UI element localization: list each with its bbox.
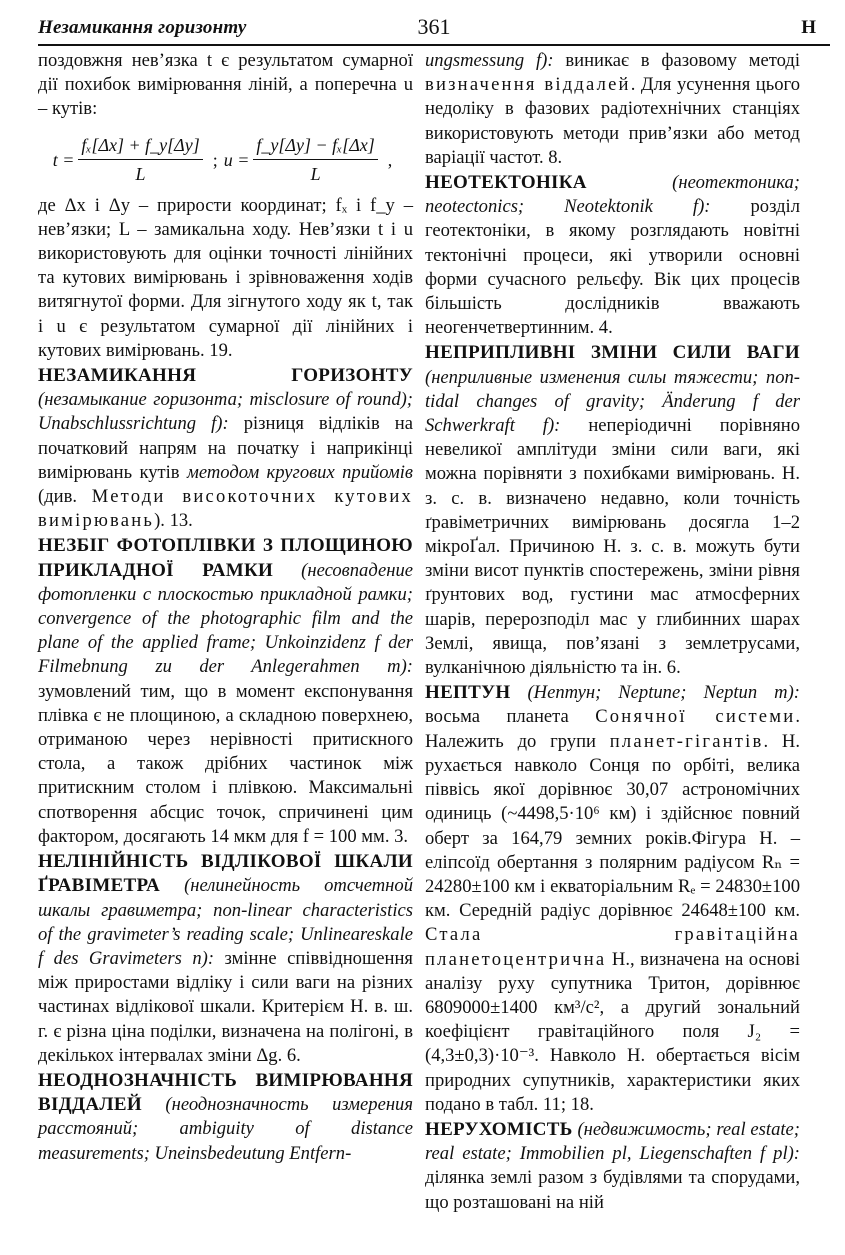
page-header: [38, 14, 830, 44]
entry-term: НЕПТУН: [425, 682, 511, 704]
page-number: 361: [417, 14, 451, 39]
entry-spaced-reference-3: Стала гравітаційна планетоцентрична: [425, 924, 800, 970]
continuation-text: поздовжня нев’язка t є результатом сумарної дії похибок вимірювання ліній, а поперечна u – кутів:: [38, 50, 413, 120]
entry-neotectonics: [425, 171, 800, 340]
entry-translations: (неприливные изменения силы тяжести; non-tidal changes of gravity; Änderung f der Schwerkraft f):: [425, 366, 800, 437]
header-rule: [38, 44, 830, 46]
entry-cross-reference: методом кругових прийомів: [186, 461, 413, 483]
formula-u-denominator: L: [310, 164, 321, 185]
formula-t-numerator: fₓ[Δx] + f_y[Δy]: [78, 133, 202, 160]
entry-translations: (неоднозначность измерения расстояний; ambiguity of distance measurements; Uneinsbedeutung Entfern-: [38, 1094, 413, 1164]
entry-body-2: . Належить до групи: [425, 706, 801, 752]
entry-term: НЕПРИПЛИВНІ ЗМІНИ СИЛИ ВАГИ: [425, 342, 800, 364]
entry-term: НЕЗБІГ ФОТОПЛІВКИ З ПЛОЩИНОЮ ПРИКЛАДНОЇ РАМКИ: [38, 535, 413, 581]
entry-horizon-misclosure: [38, 364, 413, 533]
entry-spaced-reference: Сонячної системи: [595, 706, 796, 728]
section-letter: Н: [801, 17, 816, 38]
formula-comma: ,: [387, 149, 393, 170]
entry-translations-continued: ungsmessung f):: [425, 50, 554, 71]
entry-body: ділянка землі разом з будівлями та спорудами, що розташовані на ній: [425, 1167, 800, 1213]
entry-neptune: [425, 681, 800, 1117]
entry-distance-ambiguity: [38, 1069, 413, 1166]
entry-translations: (нелинейность отсчетной шкалы гравиметра; non-linear characteristics of the gravimeter’s reading scale; Unlineareskale f des Gravimeters n):: [38, 875, 413, 969]
entry-body-end: . Для усунення цього недоліку в фазових радіотехнічних станціях використовують методи прив’язки або метод варіації частот. 8.: [425, 74, 800, 168]
entry-body: різниця відліків на початковий напрям на початку і наприкінці вимірювань кутів: [38, 413, 414, 483]
entry-translations: (Нептун; Neptune; Neptun m):: [527, 682, 800, 704]
running-title: Незамикання горизонту: [38, 17, 247, 38]
entry-body-see: (див.: [38, 486, 78, 508]
entry-distance-ambiguity-continued: [425, 49, 800, 170]
misclosure-formula: [38, 134, 413, 186]
entry-body: зумовлений тим, що в момент експонування плівка є не площиною, а складною поверхнею, отриманою через нерівності притискного стола, а також дрібних частинок між притискним столом і плівкою. Максимальні спотворення абсцис точок, спричинені цим фактором, досягають 14 мкм для f = 100 мм. 3.: [38, 680, 413, 847]
left-column: [38, 49, 413, 1166]
entry-term: НЕЛІНІЙНІСТЬ ВІДЛІКОВОЇ ШКАЛИ ҐРАВІМЕТРА: [38, 851, 413, 897]
entry-body-3: . Н. рухається навколо Сонця по орбіті, велика піввісь якої дорівнює 30,07 астрономічних одиниць (~4498,5·10⁶ км) і здійснює повний оберт за 164,79 земних років.Фігура Н. – еліпсоїд обертання з полярним радіусом Rₙ = 24280±100 км і екваторіальним Rₑ = 24830±100 км. Середній радіус дорівнює 24648±100 км.: [425, 730, 800, 922]
formula-separator: ;: [212, 149, 218, 170]
entry-body: неперіодичні порівняно невеликої амплітуди зміни сили ваги, які можна порівняти з похибками вимірювань. Н. з. с. в. визначено недавно, коли точність ґравіметричних вимірювань досягла 1–2 мікроҐал. Причиною Н. з. с. в. можуть бути зміни висот пунктів спостережень, зміни рівня ґрунтових вод, густини мас атмосферних шарів, перерозподіл мас у глибинних шарах Землі, явища, пов’язані з землетрусами, вулканічною діяльністю та ін. 6.: [425, 415, 801, 679]
entry-spaced-reference: Методи високоточних кутових вимірювань: [38, 486, 413, 532]
entry-spaced-reference-2: планет-гігантів: [609, 730, 764, 752]
formula-t-lhs: t =: [52, 149, 75, 170]
entry-translations: (несовпадение фотопленки с плоскостью прикладной рамки; convergence of the photographic film and the plane of the applied frame; Unkoinzidenz f der Filmebnung zu der Anlegerahmen m):: [38, 559, 413, 678]
entry-body: восьма планета: [425, 706, 569, 728]
entry-term: НЕОДНОЗНАЧНІСТЬ ВИМІРЮВАННЯ ВІДДАЛЕЙ: [38, 1069, 413, 1116]
entry-real-estate: [425, 1118, 800, 1215]
formula-t-fraction: [78, 133, 202, 186]
entry-translations: (неотектоника; neotectonics; Neotektonik f):: [425, 172, 800, 218]
entry-term: НЕЗАМИКАННЯ ГОРИЗОНТУ: [38, 365, 413, 387]
entry-body-4: Н., визначена на основі аналізу руху супутника Тритон, дорівнює 6809000±1400 км³/с², а другий зональний коефіцієнт гравітаційного поля J₂ = (4,3±0,3)·10⁻³. Навколо Н. обертається вісім природних супутників, характеристики яких подано в табл. 11; 18.: [425, 948, 801, 1115]
entry-body: розділ геотектоніки, в якому розглядають новітні тектонічні процеси, які утворили основні форми сучасного рельєфу. Вік цих процесів більшість дослідників вважають неогенчетвертинним. 4.: [425, 196, 800, 339]
continuation-text-2: де Δx і Δy – прирости координат; fₓ і f_y – нев’язки; L – замикальна ходу. Нев’язки t і u використовують для оцінки точності лінійних та кутових вимірювань і зрівноваження ходів витягнутої форми. Для зігнутого ходу як t, так і u є результатом сумарної дії лінійних і кутових вимірювань. 19.: [38, 194, 413, 361]
entry-body: виникає в фазовому методі: [565, 50, 801, 71]
entry-translations: (незамыкание горизонта; misclosure of round); Unabschlussrichtung f):: [38, 389, 413, 435]
entry-body: змінне співвідношення між приростами відліку і сили ваги на різних частинах відлікової шкали. Критерієм Н. в. ш. г. є різна ціна поділки, визначена на полігоні, в декількох інтервалах зміни Δg. 6.: [38, 947, 413, 1066]
entry-source-number: ). 13.: [154, 510, 193, 532]
entry-gravimeter-scale-nonlinearity: [38, 850, 413, 1068]
entry-non-tidal-gravity-changes: [425, 341, 800, 680]
right-column: [425, 49, 800, 1215]
formula-t-denominator: L: [135, 164, 146, 185]
formula-u-lhs: u =: [223, 149, 250, 170]
entry-film-plane-mismatch: [38, 534, 413, 849]
entry-spaced-reference: визначення віддалей: [425, 74, 631, 96]
entry-term: НЕРУХОМІСТЬ: [425, 1118, 573, 1140]
entry-translations: (недвижимость; real estate; real estate; Immobilien pl, Liegenschaften f pl):: [425, 1118, 800, 1165]
formula-u-numerator: f_y[Δy] − fₓ[Δx]: [253, 133, 377, 160]
entry-term: НЕОТЕКТОНІКА: [425, 172, 587, 194]
formula-u-fraction: [253, 133, 377, 186]
